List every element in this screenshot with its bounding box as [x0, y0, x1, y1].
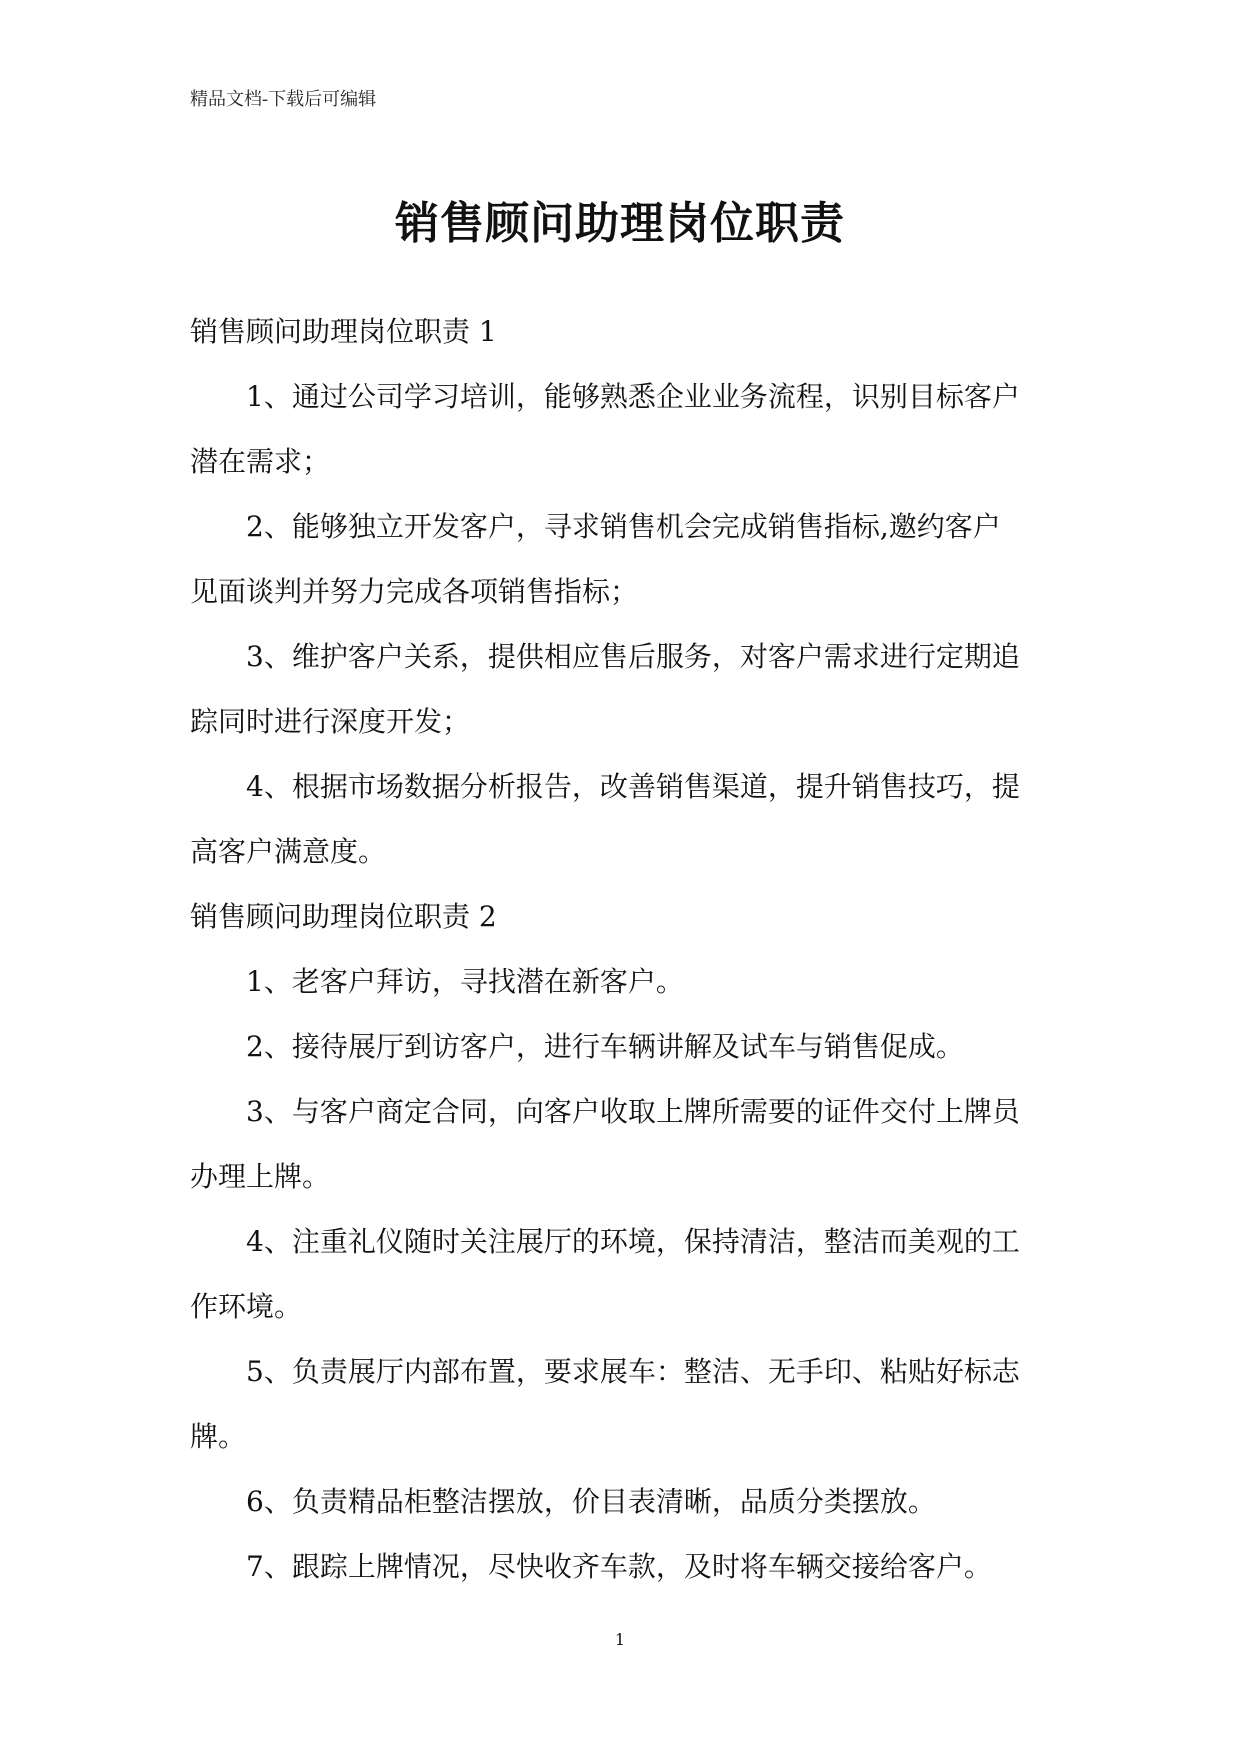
body-line: 作环境。: [190, 1290, 303, 1323]
body-line: 见面谈判并努力完成各项销售指标；: [190, 575, 639, 608]
body-line: 4、根据市场数据分析报告，改善销售渠道，提升销售技巧，提: [246, 770, 1020, 803]
body-line: 4、注重礼仪随时关注展厅的环境，保持清洁，整洁而美观的工: [246, 1225, 1020, 1258]
body-line: 办理上牌。: [190, 1160, 331, 1193]
body-line: 6、负责精品柜整洁摆放，价目表清晰，品质分类摆放。: [246, 1485, 936, 1518]
body-line: 牌。: [190, 1420, 247, 1453]
document-title: 销售顾问助理岗位职责: [395, 198, 845, 249]
body-line: 高客户满意度。: [190, 835, 387, 868]
document-body: [190, 306, 1056, 1606]
body-line: 3、与客户商定合同，向客户收取上牌所需要的证件交付上牌员: [246, 1095, 1020, 1128]
body-line: 销售顾问助理岗位职责 2: [190, 900, 497, 933]
body-line: 踪同时进行深度开发；: [190, 705, 471, 738]
body-line: 2、接待展厅到访客户，进行车辆讲解及试车与销售促成。: [246, 1030, 964, 1063]
page-number: 1: [614, 1630, 626, 1649]
body-line: 1、老客户拜访，寻找潜在新客户。: [246, 965, 684, 998]
body-line: 1、通过公司学习培训，能够熟悉企业业务流程，识别目标客户: [246, 380, 1020, 413]
body-line: 2、能够独立开发客户，寻求销售机会完成销售指标,邀约客户: [246, 510, 1001, 543]
body-line: 潜在需求；: [190, 445, 331, 478]
body-line: 7、跟踪上牌情况，尽快收齐车款，及时将车辆交接给客户。: [246, 1550, 992, 1583]
body-line: 销售顾问助理岗位职责 1: [190, 315, 497, 348]
body-line: 3、维护客户关系，提供相应售后服务，对客户需求进行定期追: [246, 640, 1020, 673]
header-note: 精品文档-下载后可编辑: [190, 89, 377, 110]
body-line: 5、负责展厅内部布置，要求展车：整洁、无手印、粘贴好标志: [246, 1355, 1020, 1388]
